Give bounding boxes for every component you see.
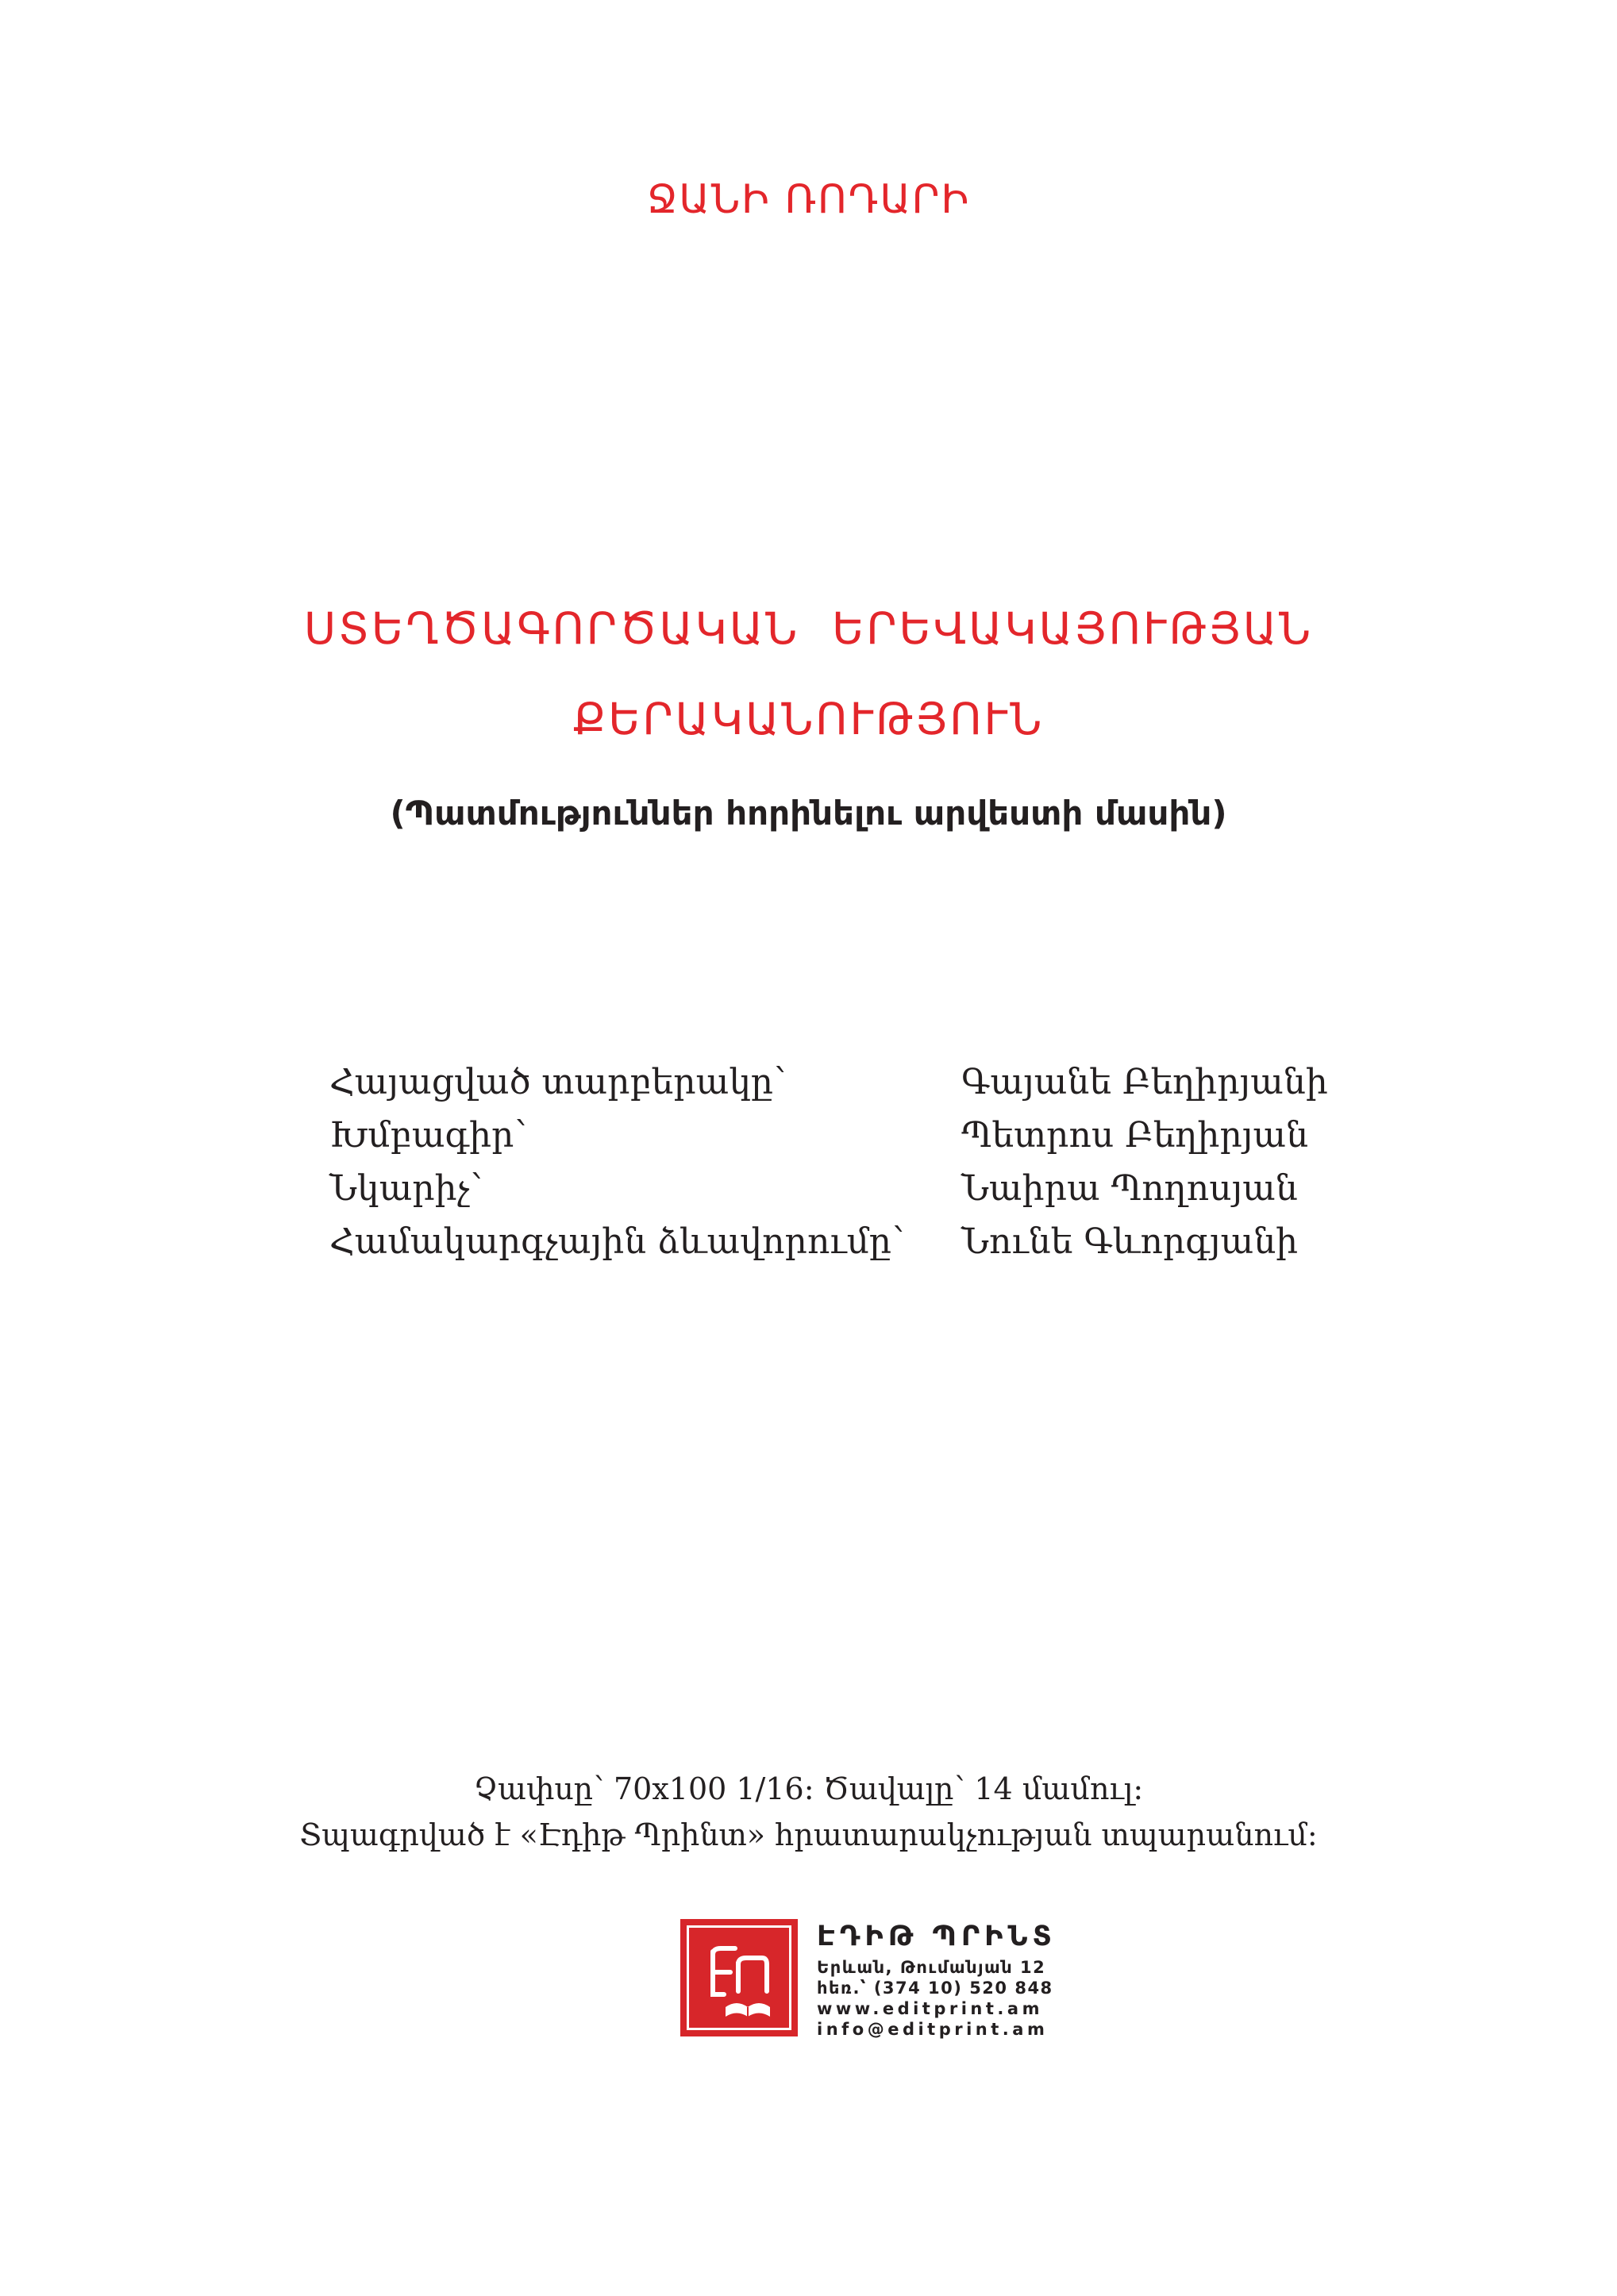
publisher-email: info@editprint.am xyxy=(817,2020,1049,2039)
credit-name: Գայանե Բեղիրյանի xyxy=(961,1062,1328,1102)
credit-row-illustrator xyxy=(329,1168,1441,1221)
credit-row-layout xyxy=(329,1221,1441,1275)
book-subtitle: (Պատմություններ հորինելու արվեստի մասին) xyxy=(390,794,1227,833)
credit-role: Համակարգչային ձևավորումը՝ xyxy=(329,1221,905,1262)
imprint-format-line: Չափսը՝ 70x100 1/16: Ծավալը՝ 14 մամուլ: xyxy=(473,1771,1144,1806)
credit-role: Նկարիչ՝ xyxy=(329,1168,483,1209)
credit-role: Հայացված տարբերակը՝ xyxy=(329,1062,786,1102)
imprint-printer-line: Տպագրված է «Էդիթ Պրինտ» հրատարակչության տպարանում: xyxy=(299,1817,1318,1852)
edit-print-logo-icon xyxy=(680,1919,798,2036)
book-title-line-1: ՍՏԵՂԾԱԳՈՐԾԱԿԱՆ ԵՐԵՎԱԿԱՅՈՒԹՅԱՆ xyxy=(303,603,1314,654)
credit-row-translator xyxy=(329,1062,1441,1115)
publisher-name: ԷԴԻԹ ՊՐԻՆՏ xyxy=(817,1921,1057,1952)
credit-name: Նունե Գևորգյանի xyxy=(961,1221,1299,1262)
publisher-website: www.editprint.am xyxy=(817,1999,1043,2018)
book-title-line-2: ՔԵՐԱԿԱՆՈՒԹՅՈՒՆ xyxy=(572,694,1045,744)
credit-name: Նաիրա Պողոսյան xyxy=(961,1168,1298,1209)
book-author: ՋԱՆԻ ՌՈԴԱՐԻ xyxy=(647,176,970,222)
credits-list xyxy=(329,1062,1441,1275)
publisher-address: Երևան, Թումանյան 12 xyxy=(817,1958,1046,1977)
publisher-block xyxy=(680,1919,1093,2038)
credit-row-editor xyxy=(329,1115,1441,1168)
credit-role: Խմբագիր՝ xyxy=(329,1115,527,1156)
publisher-info xyxy=(817,1921,1057,2040)
publisher-phone: հեռ.՝ (374 10) 520 848 xyxy=(817,1979,1053,1998)
credit-name: Պետրոս Բեղիրյան xyxy=(961,1115,1309,1156)
